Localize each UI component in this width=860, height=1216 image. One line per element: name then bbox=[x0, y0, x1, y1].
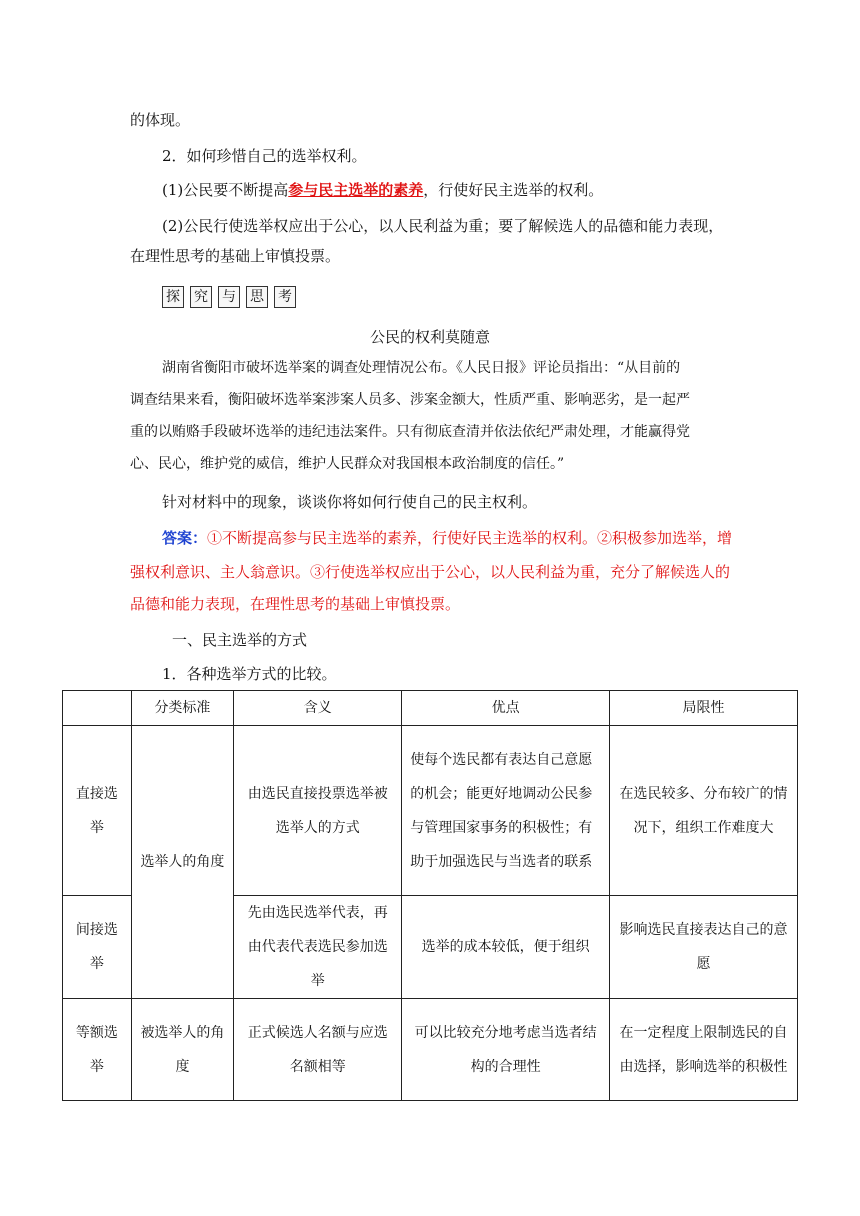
table-row bbox=[63, 999, 798, 1101]
header-cell: 含义 bbox=[234, 691, 402, 726]
paragraph-fragment: 的体现。 bbox=[130, 111, 191, 129]
answer-text-1: ①不断提高参与民主选举的素养，行使好民主选举的权利。②积极参加选举，增 bbox=[207, 529, 733, 547]
method-name: 等额选举 bbox=[63, 999, 132, 1101]
header-cell: 局限性 bbox=[610, 691, 798, 726]
method-name: 直接选举 bbox=[63, 726, 132, 896]
point-2-line-2: 在理性思考的基础上审慎投票。 bbox=[130, 247, 341, 265]
explore-char: 究 bbox=[190, 286, 212, 308]
case-line-2: 调查结果来看，衡阳破坏选举案涉案人员多、涉案金额大，性质严重、影响恶劣，是一起严 bbox=[130, 392, 690, 408]
question-2: 2．如何珍惜自己的选举权利。 bbox=[162, 147, 367, 165]
limitation-cell: 影响选民直接表达自己的意愿 bbox=[610, 896, 798, 999]
explore-char: 与 bbox=[218, 286, 240, 308]
question-text: 针对材料中的现象，谈谈你将如何行使自己的民主权利。 bbox=[162, 493, 538, 511]
item-1: 1．各种选举方式的比较。 bbox=[162, 665, 337, 683]
case-line-4: 心、民心，维护党的威信，维护人民群众对我国根本政治制度的信任。” bbox=[130, 456, 565, 472]
answer-label: 答案： bbox=[162, 529, 208, 547]
method-name: 间接选举 bbox=[63, 896, 132, 999]
point-1 bbox=[162, 180, 603, 200]
limitation-cell: 在选民较多、分布较广的情况下，组织工作难度大 bbox=[610, 726, 798, 896]
explore-char: 探 bbox=[162, 286, 184, 308]
header-cell: 优点 bbox=[402, 691, 610, 726]
case-line-3: 重的以贿赂手段破坏选举的违纪违法案件。只有彻底查清并依法依纪严肃处理，才能赢得党 bbox=[130, 424, 690, 440]
section-heading: 一、民主选举的方式 bbox=[172, 631, 308, 649]
limitation-cell: 在一定程度上限制选民的自由选择，影响选举的积极性 bbox=[610, 999, 798, 1101]
header-cell bbox=[63, 691, 132, 726]
advantage-cell: 选举的成本较低，便于组织 bbox=[402, 896, 610, 999]
advantage-cell: 可以比较充分地考虑当选者结构的合理性 bbox=[402, 999, 610, 1101]
meaning-cell: 由选民直接投票选举被选举人的方式 bbox=[234, 726, 402, 896]
point-2-line-1: (2)公民行使选举权应出于公心，以人民利益为重；要了解候选人的品德和能力表现， bbox=[162, 217, 724, 235]
explore-and-think-heading bbox=[162, 286, 296, 308]
table-header-row bbox=[63, 691, 798, 726]
point-1-suffix: ，行使好民主选举的权利。 bbox=[423, 181, 604, 199]
criterion-cell: 选举人的角度 bbox=[131, 726, 233, 999]
answer-line-1 bbox=[162, 528, 732, 548]
explore-char: 思 bbox=[246, 286, 268, 308]
criterion-cell: 被选举人的角度 bbox=[131, 999, 233, 1101]
header-cell: 分类标准 bbox=[131, 691, 233, 726]
answer-line-3: 品德和能力表现，在理性思考的基础上审慎投票。 bbox=[130, 595, 461, 613]
case-title: 公民的权利莫随意 bbox=[369, 328, 490, 346]
election-methods-table bbox=[62, 690, 798, 1101]
explore-char: 考 bbox=[274, 286, 296, 308]
point-1-prefix: (1)公民要不断提高 bbox=[162, 181, 289, 199]
advantage-cell: 使每个选民都有表达自己意愿的机会；能更好地调动公民参与管理国家事务的积极性；有助于加强选民与当选者的联系 bbox=[402, 726, 610, 896]
table-row bbox=[63, 726, 798, 896]
meaning-cell: 正式候选人名额与应选名额相等 bbox=[234, 999, 402, 1101]
point-1-keyword: 参与民主选举的素养 bbox=[288, 181, 424, 199]
meaning-cell: 先由选民选举代表，再由代表代表选民参加选举 bbox=[234, 896, 402, 999]
case-line-1: 湖南省衡阳市破坏选举案的调查处理情况公布。《人民日报》评论员指出：“从目前的 bbox=[162, 360, 681, 376]
answer-line-2: 强权利意识、主人翁意识。③行使选举权应出于公心，以人民利益为重，充分了解候选人的 bbox=[130, 563, 731, 581]
